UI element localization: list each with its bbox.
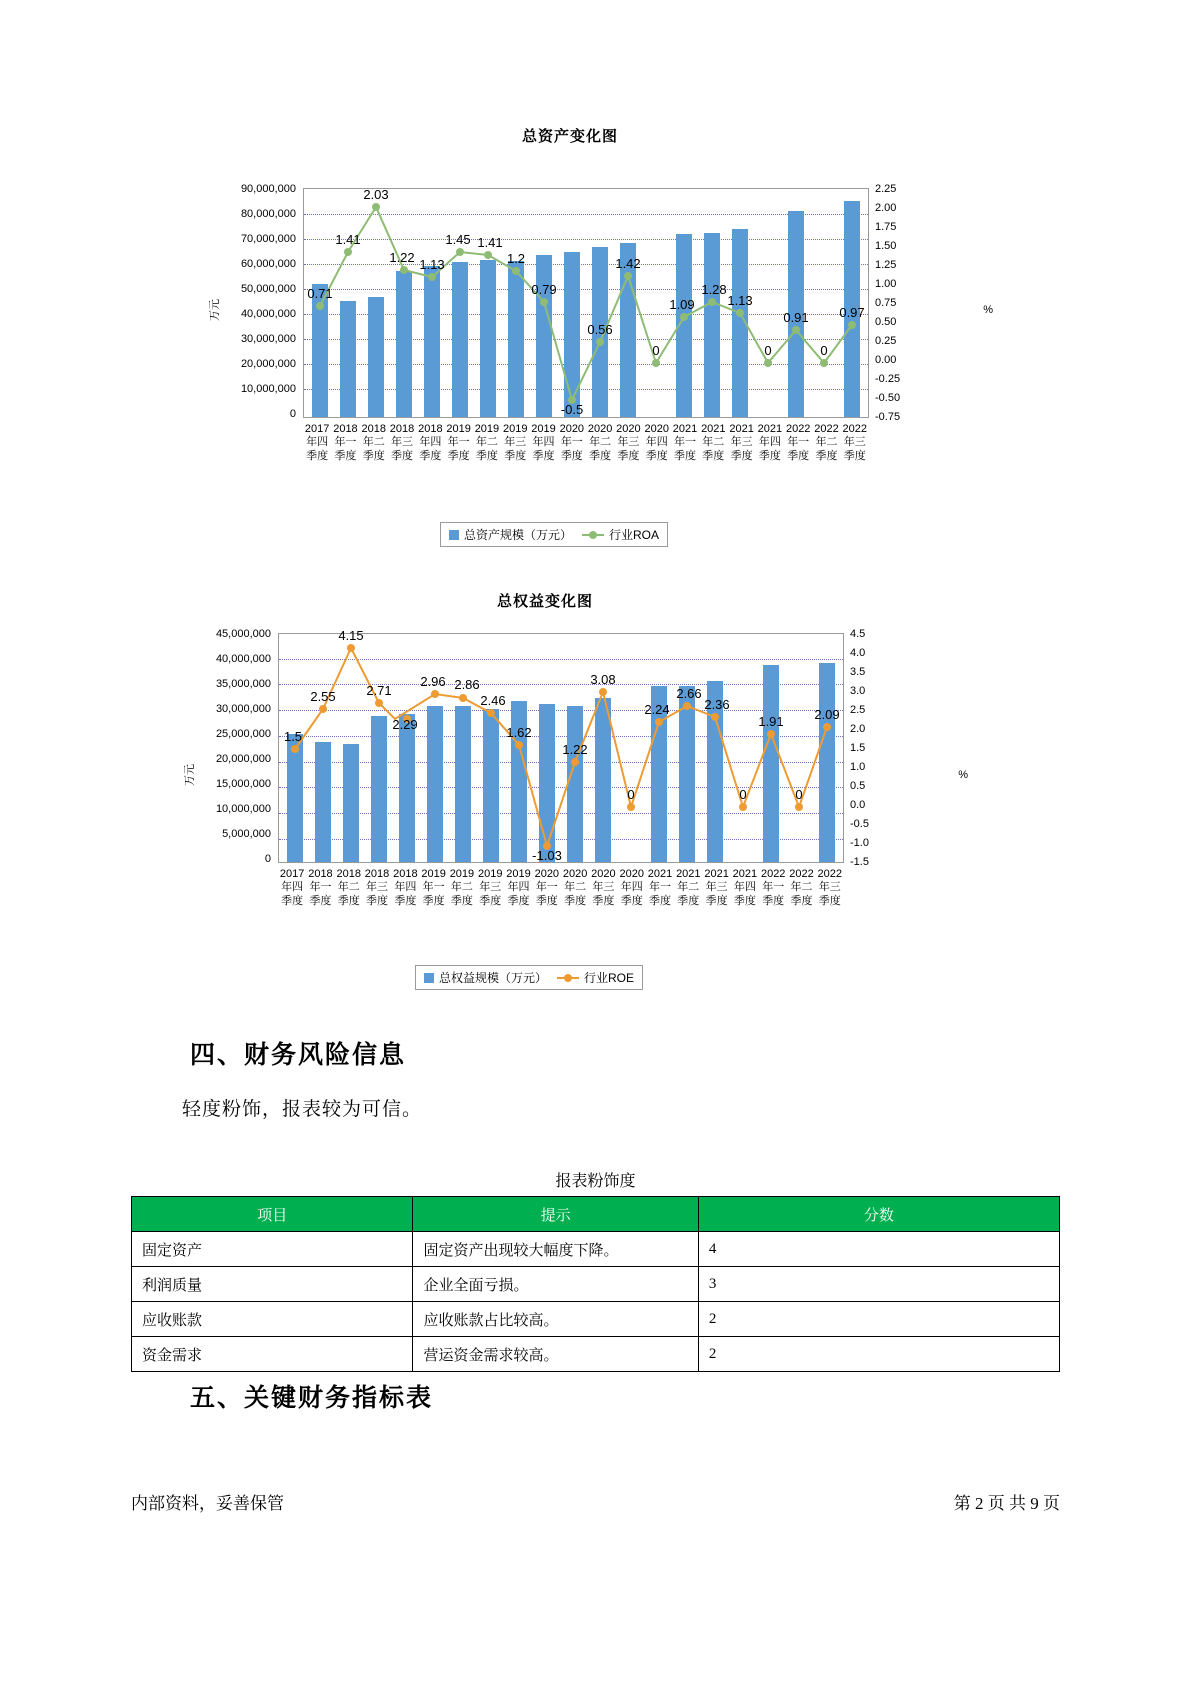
- y-tick: 0: [289, 408, 296, 420]
- y-tick-right: 0.0: [850, 799, 866, 811]
- x-tick-label: 2018年四季度: [393, 868, 418, 907]
- y-tick-right: 4.5: [850, 628, 866, 640]
- x-tick-label: 2019年四季度: [531, 423, 556, 462]
- data-label: 2.03: [363, 187, 389, 202]
- x-tick-label: 2018年三季度: [389, 423, 415, 462]
- cell-score: 2: [698, 1337, 1059, 1372]
- y-tick-right: -1.5: [850, 856, 869, 868]
- y-tick-right: -0.5: [850, 818, 869, 830]
- cell-hint: 固定资产出现较大幅度下降。: [413, 1232, 698, 1267]
- cell-item: 利润质量: [132, 1267, 413, 1302]
- data-label: 1.5: [283, 729, 303, 744]
- y-tick-right: 1.25: [875, 259, 897, 271]
- data-label: 1.62: [506, 725, 532, 740]
- x-tick-label: 2018年一季度: [333, 423, 358, 462]
- x-tick-label: 2019年一季度: [446, 423, 471, 462]
- data-label: -1.03: [532, 848, 562, 863]
- x-tick-label: 2018年三季度: [364, 868, 390, 907]
- data-label: 0.97: [839, 305, 865, 320]
- x-tick-label: 2019年一季度: [421, 868, 446, 907]
- x-tick-label: 2020年二季度: [587, 423, 613, 462]
- legend-swatch-line: [582, 534, 604, 536]
- plot-area: [303, 188, 869, 418]
- data-label: 1.2: [506, 251, 526, 266]
- data-label: 1.22: [389, 250, 415, 265]
- data-label: 0: [795, 787, 803, 802]
- y-tick-right: 4.0: [850, 647, 866, 659]
- cell-hint: 企业全面亏损。: [413, 1267, 698, 1302]
- table-row: [132, 1232, 1060, 1267]
- data-label: 1.42: [615, 256, 641, 271]
- y-tick: 45,000,000: [215, 628, 271, 640]
- y-tick-right: 1.5: [850, 742, 866, 754]
- y-tick: 70,000,000: [240, 233, 296, 245]
- y-tick: 20,000,000: [240, 358, 296, 370]
- y-tick-right: 2.25: [875, 183, 897, 195]
- cell-item: 固定资产: [132, 1232, 413, 1267]
- data-label: 2.71: [366, 683, 392, 698]
- data-label: 1.91: [758, 714, 784, 729]
- x-tick-label: 2019年四季度: [506, 868, 531, 907]
- chart-total-assets: [175, 125, 1015, 550]
- y-tick: 20,000,000: [215, 753, 271, 765]
- legend-item-line: [557, 969, 634, 986]
- cell-hint: 营运资金需求较高。: [413, 1337, 698, 1372]
- data-label: 0.91: [783, 310, 809, 325]
- x-tick-label: 2021年四季度: [732, 868, 758, 907]
- y-tick-right: 3.5: [850, 666, 866, 678]
- y-tick: 10,000,000: [215, 803, 271, 815]
- data-label: 2.66: [676, 686, 702, 701]
- legend-item-bar: [424, 969, 547, 986]
- legend-item-bar: [449, 526, 572, 543]
- data-label: 1.13: [419, 257, 445, 272]
- cell-score: 2: [698, 1302, 1059, 1337]
- data-label: 2.86: [454, 677, 480, 692]
- data-label: 0: [820, 343, 828, 358]
- data-label: 2.36: [704, 697, 730, 712]
- x-tick-label: 2021年三季度: [729, 423, 754, 462]
- y-tick-right: 2.5: [850, 704, 866, 716]
- x-tick-label: 2020年二季度: [562, 868, 588, 907]
- y-tick: 40,000,000: [240, 308, 296, 320]
- data-label: 1.41: [477, 235, 503, 250]
- x-tick-label: 2020年一季度: [559, 423, 585, 462]
- x-tick-label: 2021年四季度: [757, 423, 783, 462]
- x-tick-label: 2018年二季度: [336, 868, 361, 907]
- data-label: 1.45: [445, 232, 471, 247]
- data-label: 1.22: [562, 742, 588, 757]
- x-tick-label: 2020年四季度: [644, 423, 669, 462]
- y-axis-label-left: 万元: [209, 299, 221, 321]
- x-tick-label: 2019年二季度: [474, 423, 500, 462]
- x-tick-label: 2017年四季度: [304, 423, 330, 462]
- cell-hint: 应收账款占比较高。: [413, 1302, 698, 1337]
- legend-label-line: 行业ROE: [584, 971, 635, 985]
- y-tick: 0: [264, 853, 271, 865]
- cell-item: 应收账款: [132, 1302, 413, 1337]
- footer-right-text: 第 2 页 共 9 页: [953, 1494, 1060, 1513]
- data-label: 2.29: [392, 717, 418, 732]
- y-tick-right: 2.0: [850, 723, 866, 735]
- table-row: [132, 1267, 1060, 1302]
- data-label: 0: [764, 343, 772, 358]
- data-label: 2.46: [480, 693, 506, 708]
- y-tick-right: 0.00: [875, 354, 897, 366]
- x-tick-label: 2020年三季度: [591, 868, 616, 907]
- y-tick: 10,000,000: [240, 383, 296, 395]
- chart-total-equity: [150, 590, 990, 1015]
- table-caption: 报表粉饰度: [555, 1173, 636, 1190]
- chart-legend: [440, 522, 668, 547]
- section-heading-risk: 四、财务风险信息: [190, 1041, 407, 1069]
- y-tick: 80,000,000: [240, 208, 296, 220]
- x-tick-label: 2017年四季度: [279, 868, 305, 907]
- table-row: [132, 1337, 1060, 1372]
- y-axis-label-right: %: [958, 769, 968, 781]
- x-axis-labels: [303, 423, 869, 463]
- y-axis-label-right: %: [983, 304, 993, 316]
- data-label: 0: [627, 787, 635, 802]
- x-tick-label: 2020年一季度: [534, 868, 560, 907]
- y-tick-right: 0.75: [875, 297, 897, 309]
- chart-legend: [415, 965, 643, 990]
- y-tick-right: 1.75: [875, 221, 897, 233]
- y-tick-right: 0.5: [850, 780, 866, 792]
- y-tick-right: 0.50: [875, 316, 897, 328]
- data-label: 1.13: [727, 293, 753, 308]
- x-tick-label: 2018年一季度: [308, 868, 333, 907]
- y-tick: 35,000,000: [215, 678, 271, 690]
- data-label: 0.79: [531, 282, 557, 297]
- x-tick-label: 2019年三季度: [502, 423, 528, 462]
- plot-wrap: [175, 160, 1015, 550]
- data-label: -0.5: [560, 402, 584, 417]
- x-tick-label: 2022年一季度: [760, 868, 786, 907]
- y-tick-right: 1.0: [850, 761, 866, 773]
- y-tick-right: -0.50: [875, 392, 901, 404]
- legend-swatch-bar: [449, 530, 459, 540]
- y-tick-right: 1.50: [875, 240, 897, 252]
- cell-score: 4: [698, 1232, 1059, 1267]
- y-tick: 25,000,000: [215, 728, 271, 740]
- chart-title: 总资产变化图: [521, 128, 618, 145]
- legend-label-bar: 总权益规模（万元）: [439, 971, 548, 985]
- x-tick-label: 2019年二季度: [449, 868, 475, 907]
- data-label: 1.28: [701, 282, 727, 297]
- cell-score: 3: [698, 1267, 1059, 1302]
- x-tick-label: 2021年一季度: [672, 423, 698, 462]
- x-tick-label: 2020年四季度: [619, 868, 644, 907]
- data-label: 0.71: [307, 286, 333, 301]
- y-tick: 50,000,000: [240, 283, 296, 295]
- x-tick-label: 2022年三季度: [842, 423, 868, 462]
- x-axis-labels: [278, 868, 844, 908]
- cell-item: 资金需求: [132, 1337, 413, 1372]
- y-tick-right: 1.00: [875, 278, 897, 290]
- chart-title: 总权益变化图: [496, 593, 593, 610]
- footer-left-text: 内部资料，妥善保管: [131, 1494, 284, 1513]
- legend-label-line: 行业ROA: [609, 528, 660, 542]
- risk-paragraph: 轻度粉饰，报表较为可信。: [182, 1099, 423, 1120]
- col-header-score: 分数: [698, 1197, 1059, 1232]
- y-tick: 30,000,000: [240, 333, 296, 345]
- data-label: 1.09: [669, 297, 695, 312]
- data-label: 2.96: [420, 674, 446, 689]
- y-tick-right: -0.25: [875, 373, 901, 385]
- report-cosmetics-table: [131, 1196, 1060, 1372]
- table-row: [132, 1302, 1060, 1337]
- x-tick-label: 2018年四季度: [418, 423, 443, 462]
- data-label: 4.15: [338, 628, 364, 643]
- y-tick: 60,000,000: [240, 258, 296, 270]
- roa-line-series: [304, 189, 870, 419]
- legend-swatch-line: [557, 977, 579, 979]
- y-tick: 90,000,000: [240, 183, 296, 195]
- data-label: 2.24: [644, 702, 670, 717]
- legend-label-bar: 总资产规模（万元）: [464, 528, 573, 542]
- y-tick: 30,000,000: [215, 703, 271, 715]
- x-tick-label: 2022年三季度: [817, 868, 843, 907]
- data-label: 2.55: [310, 689, 336, 704]
- y-tick: 40,000,000: [215, 653, 271, 665]
- data-label: 0: [739, 787, 747, 802]
- col-header-item: 项目: [132, 1197, 413, 1232]
- y-tick-right: 2.00: [875, 202, 897, 214]
- x-tick-label: 2020年三季度: [616, 423, 641, 462]
- x-tick-label: 2022年二季度: [789, 868, 814, 907]
- x-tick-label: 2021年二季度: [676, 868, 701, 907]
- col-header-hint: 提示: [413, 1197, 698, 1232]
- y-axis-label-left: 万元: [184, 764, 196, 786]
- table-header-row: [132, 1197, 1060, 1232]
- data-label: 0.56: [587, 322, 613, 337]
- y-tick-right: 0.25: [875, 335, 897, 347]
- x-tick-label: 2021年一季度: [647, 868, 673, 907]
- x-tick-label: 2021年二季度: [701, 423, 726, 462]
- plot-wrap: [150, 625, 990, 1015]
- section-heading-kpi: 五、关键财务指标表: [190, 1384, 434, 1412]
- x-tick-label: 2018年二季度: [361, 423, 386, 462]
- x-tick-label: 2019年三季度: [477, 868, 503, 907]
- x-tick-label: 2022年一季度: [785, 423, 811, 462]
- y-tick-right: -0.75: [875, 411, 901, 423]
- x-tick-label: 2022年二季度: [814, 423, 839, 462]
- x-tick-label: 2021年三季度: [704, 868, 729, 907]
- y-tick: 5,000,000: [222, 828, 271, 840]
- data-label: 3.08: [590, 672, 616, 687]
- y-tick-right: 3.0: [850, 685, 866, 697]
- legend-swatch-bar: [424, 973, 434, 983]
- data-label: 2.09: [814, 707, 840, 722]
- legend-item-line: [582, 526, 659, 543]
- data-label: 1.41: [335, 232, 361, 247]
- plot-area: [278, 628, 844, 863]
- y-tick: 15,000,000: [215, 778, 271, 790]
- data-label: 0: [652, 343, 660, 358]
- y-tick-right: -1.0: [850, 837, 869, 849]
